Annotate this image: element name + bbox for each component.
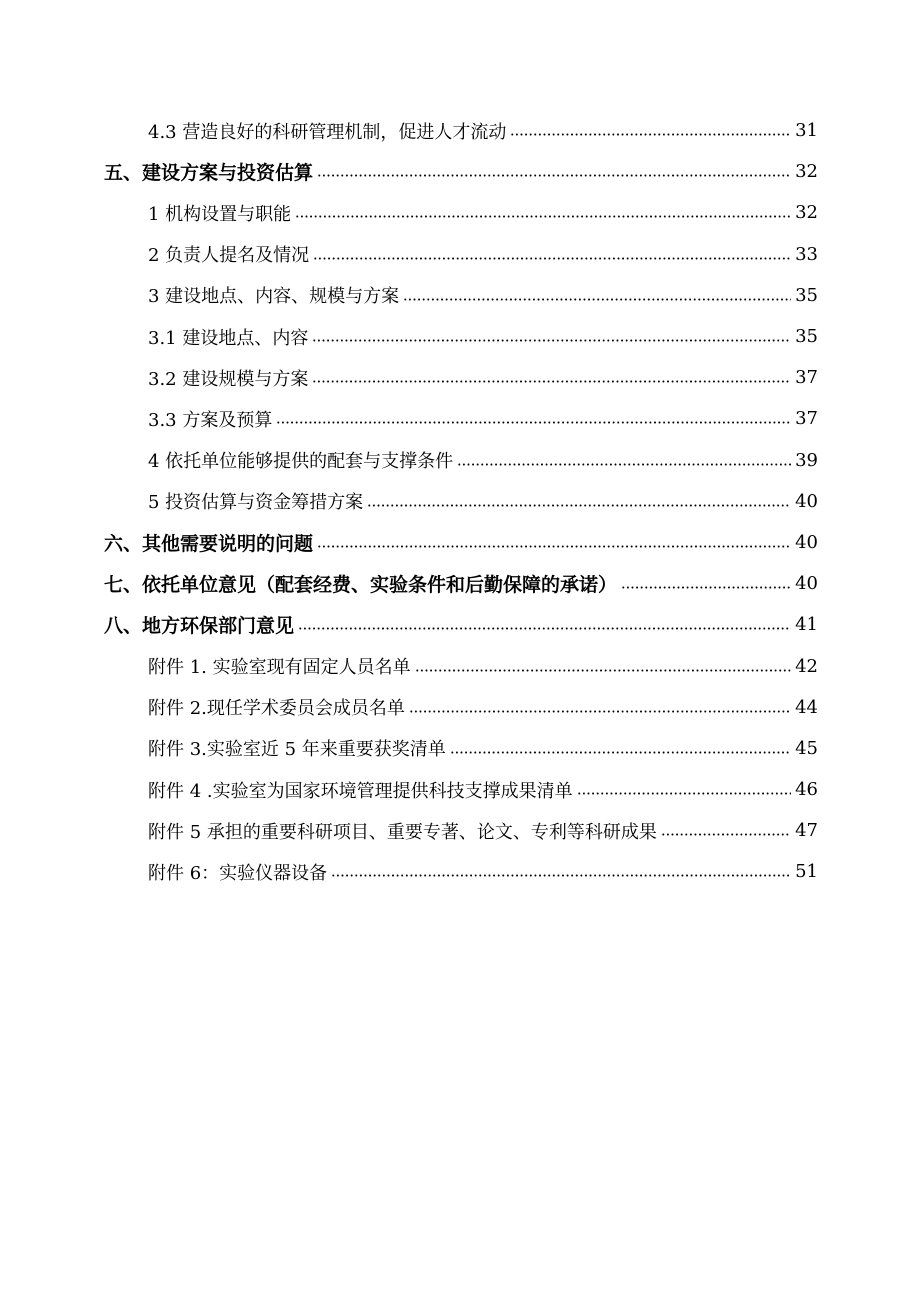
toc-entry-title: 附件 6：实验仪器设备 [148,862,328,884]
toc-page-number: 39 [795,449,818,471]
toc-page-number: 35 [795,326,818,348]
toc-subsection-entry[interactable] [0,687,920,728]
toc-subsection-entry[interactable] [0,481,920,522]
toc-page-number: 31 [795,120,818,142]
toc-section-entry[interactable] [0,151,920,192]
toc-dot-leader [510,133,791,136]
toc-dot-leader [295,215,791,218]
toc-subsection-entry[interactable] [0,357,920,398]
toc-page-number: 37 [795,408,818,430]
toc-entry-title: 4 依托单位能够提供的配套与支撑条件 [148,451,454,473]
toc-dot-leader [312,339,791,342]
toc-page-number: 45 [795,737,818,759]
toc-dot-leader [317,545,791,548]
toc-entry-title: 1 机构设置与职能 [148,203,292,225]
toc-page-number: 40 [795,490,818,512]
toc-dot-leader [403,298,791,301]
toc-dot-leader [409,710,791,713]
toc-dot-leader [276,421,791,424]
toc-dot-leader [415,669,791,672]
toc-subsection-entry[interactable] [0,769,920,810]
toc-dot-leader [312,380,791,383]
toc-entry-title: 附件 3.实验室近 5 年来重要获奖清单 [148,739,446,761]
toc-page-number: 46 [795,779,818,801]
toc-entry-title: 3.3 方案及预算 [148,409,273,431]
toc-dot-leader [313,257,791,260]
toc-subsection-entry[interactable] [0,275,920,316]
toc-page-number: 40 [795,531,818,553]
toc-page-number: 37 [795,367,818,389]
toc-page-number: 41 [795,614,818,636]
toc-page-number: 42 [795,655,818,677]
toc-entry-title: 附件 5 承担的重要科研项目、重要专著、论文、专利等科研成果 [148,821,657,843]
toc-page-number: 32 [795,161,818,183]
toc-subsection-entry[interactable] [0,316,920,357]
toc-entry-title: 五、建设方案与投资估算 [104,162,314,185]
toc-dot-leader [317,174,791,177]
toc-page-number: 47 [795,820,818,842]
toc-entry-title: 附件 4 .实验室为国家环境管理提供科技支撑成果清单 [148,780,573,802]
toc-section-entry[interactable] [0,522,920,563]
toc-subsection-entry[interactable] [0,810,920,851]
toc-dot-leader [577,792,791,795]
toc-entry-title: 六、其他需要说明的问题 [104,532,314,555]
toc-entry-title: 2 负责人提名及情况 [148,245,310,267]
toc-entry-title: 5 投资估算与资金筹措方案 [148,492,364,514]
toc-dot-leader [367,504,791,507]
toc-dot-leader [621,586,791,589]
toc-subsection-entry[interactable] [0,234,920,275]
toc-subsection-entry[interactable] [0,398,920,439]
toc-dot-leader [661,833,791,836]
toc-section-entry[interactable] [0,563,920,604]
table-of-contents [0,110,920,893]
toc-page-number: 35 [795,284,818,306]
toc-page-number: 33 [795,243,818,265]
toc-section-entry[interactable] [0,604,920,645]
toc-entry-title: 附件 2.现任学术委员会成员名单 [148,698,405,720]
toc-entry-title: 3.2 建设规模与方案 [148,368,309,390]
toc-entry-title: 4.3 营造良好的科研管理机制，促进人才流动 [148,121,507,143]
toc-entry-title: 3 建设地点、内容、规模与方案 [148,286,400,308]
toc-subsection-entry[interactable] [0,851,920,892]
toc-entry-title: 3.1 建设地点、内容 [148,327,309,349]
toc-dot-leader [331,874,791,877]
toc-subsection-entry[interactable] [0,192,920,233]
toc-entry-title: 七、依托单位意见（配套经费、实验条件和后勤保障的承诺） [104,574,618,597]
toc-entry-title: 八、地方环保部门意见 [104,615,295,638]
toc-subsection-entry[interactable] [0,110,920,151]
toc-entry-title: 附件 1. 实验室现有固定人员名单 [148,657,411,679]
toc-dot-leader [298,627,791,630]
toc-page-number: 32 [795,202,818,224]
toc-page-number: 44 [795,696,818,718]
toc-subsection-entry[interactable] [0,645,920,686]
toc-subsection-entry[interactable] [0,728,920,769]
toc-dot-leader [457,463,791,466]
toc-page-number: 40 [795,573,818,595]
toc-dot-leader [450,751,791,754]
toc-page-number: 51 [795,861,818,883]
toc-subsection-entry[interactable] [0,440,920,481]
